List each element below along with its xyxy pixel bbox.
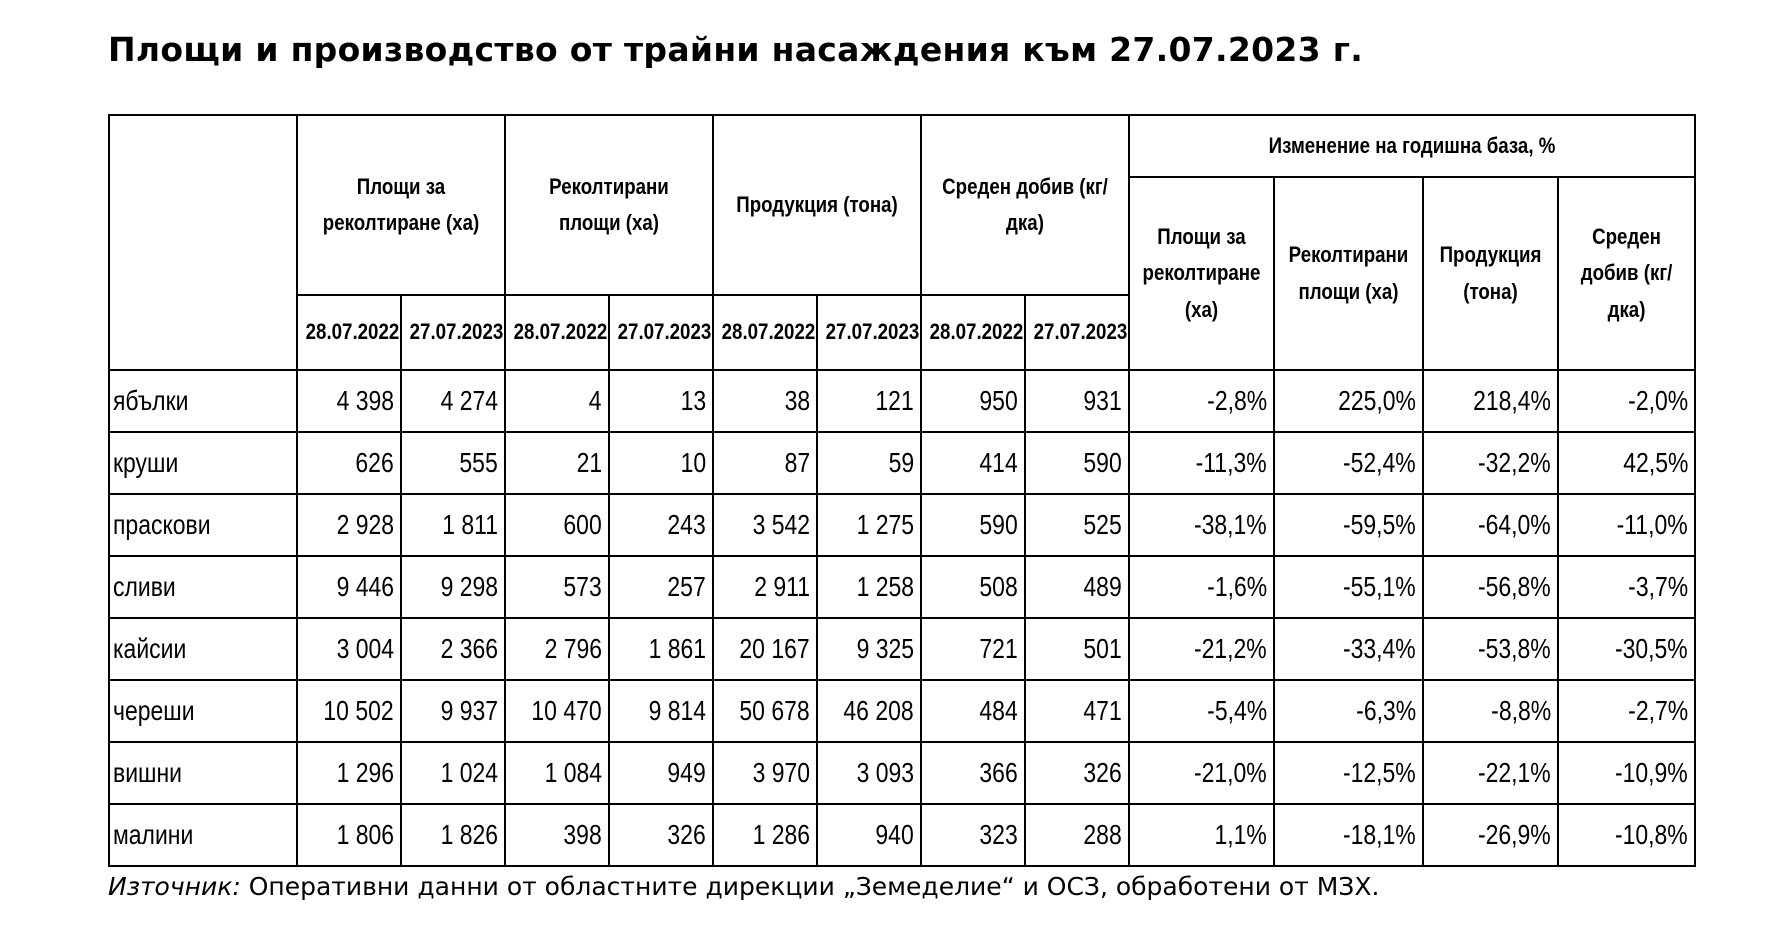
date-header-2023: 27.07.2023 bbox=[825, 295, 913, 370]
cell-value: -55,1% bbox=[1343, 571, 1417, 602]
date-header-2023: 27.07.2023 bbox=[617, 295, 705, 370]
value-cell bbox=[921, 432, 1025, 494]
cell-value: 414 bbox=[979, 447, 1019, 478]
cell-value: -5,4% bbox=[1207, 695, 1268, 726]
cell-value: -21,2% bbox=[1194, 633, 1268, 664]
value-cell bbox=[1423, 370, 1558, 432]
cell-value: 525 bbox=[1083, 509, 1123, 540]
cell-value: -10,9% bbox=[1615, 757, 1689, 788]
cell-value: -30,5% bbox=[1615, 633, 1689, 664]
cell-value: 13 bbox=[680, 385, 706, 416]
value-cell bbox=[1423, 432, 1558, 494]
cell-value: 1 806 bbox=[336, 819, 394, 850]
value-cell bbox=[401, 370, 505, 432]
cell-value: 590 bbox=[1083, 447, 1123, 478]
page-title: Площи и производство от трайни насаждения към 27.07.2023 г. bbox=[108, 30, 1364, 69]
table-row bbox=[109, 680, 1695, 742]
cell-value: 1,1% bbox=[1214, 819, 1268, 850]
value-cell bbox=[297, 432, 401, 494]
cell-value: -11,0% bbox=[1617, 509, 1689, 540]
crop-name: ябълки bbox=[113, 385, 189, 416]
cell-value: -18,1% bbox=[1343, 819, 1417, 850]
table-row bbox=[109, 370, 1695, 432]
cell-value: -6,3% bbox=[1356, 695, 1417, 726]
value-cell bbox=[1274, 742, 1423, 804]
cell-value: 1 258 bbox=[856, 571, 915, 602]
value-cell bbox=[1274, 494, 1423, 556]
value-cell bbox=[609, 804, 713, 866]
cell-value: 1 084 bbox=[544, 757, 602, 788]
value-cell bbox=[297, 370, 401, 432]
cell-value: -52,4% bbox=[1343, 447, 1417, 478]
cell-value: 9 937 bbox=[440, 695, 498, 726]
value-cell bbox=[1129, 556, 1274, 618]
table-row bbox=[109, 742, 1695, 804]
cell-value: 398 bbox=[563, 819, 602, 850]
crop-name-cell bbox=[109, 804, 297, 866]
cell-value: -1,6% bbox=[1207, 571, 1268, 602]
cell-value: 323 bbox=[979, 819, 1019, 850]
cell-value: 50 678 bbox=[739, 695, 810, 726]
cell-value: 326 bbox=[1083, 757, 1123, 788]
cell-value: 2 796 bbox=[544, 633, 602, 664]
cell-value: 21 bbox=[576, 447, 602, 478]
crop-name: круши bbox=[113, 447, 179, 478]
value-cell bbox=[505, 742, 609, 804]
value-cell bbox=[1129, 680, 1274, 742]
value-cell bbox=[401, 680, 505, 742]
cell-value: 9 814 bbox=[648, 695, 706, 726]
cell-value: -53,8% bbox=[1478, 633, 1552, 664]
cell-value: 225,0% bbox=[1338, 385, 1417, 416]
cell-value: 3 093 bbox=[856, 757, 915, 788]
table-body bbox=[109, 370, 1695, 866]
value-cell bbox=[921, 370, 1025, 432]
cell-value: -2,8% bbox=[1207, 385, 1268, 416]
value-cell bbox=[505, 680, 609, 742]
table-row bbox=[109, 494, 1695, 556]
cell-value: 288 bbox=[1083, 819, 1123, 850]
value-cell bbox=[817, 370, 921, 432]
value-cell bbox=[1558, 432, 1695, 494]
value-cell bbox=[713, 742, 817, 804]
value-cell bbox=[297, 556, 401, 618]
date-header-2023: 27.07.2023 bbox=[409, 295, 497, 370]
cell-value: -64,0% bbox=[1478, 509, 1552, 540]
value-cell bbox=[1025, 804, 1129, 866]
value-cell bbox=[1558, 370, 1695, 432]
cell-value: 931 bbox=[1083, 385, 1123, 416]
crop-name: сливи bbox=[113, 571, 176, 602]
source-note bbox=[108, 872, 1379, 901]
value-cell bbox=[609, 370, 713, 432]
value-cell bbox=[297, 680, 401, 742]
value-cell bbox=[1129, 804, 1274, 866]
table-row bbox=[109, 556, 1695, 618]
value-cell bbox=[1423, 804, 1558, 866]
value-cell bbox=[1274, 370, 1423, 432]
value-cell bbox=[1274, 680, 1423, 742]
cell-value: 46 208 bbox=[843, 695, 915, 726]
value-cell bbox=[1274, 804, 1423, 866]
source-text: Оперативни данни от областните дирекции „Земеделие“ и ОСЗ, обработени от МЗХ. bbox=[240, 872, 1380, 901]
cell-value: 1 275 bbox=[856, 509, 915, 540]
value-cell bbox=[713, 556, 817, 618]
cell-value: 1 286 bbox=[752, 819, 810, 850]
cell-value: -32,2% bbox=[1478, 447, 1552, 478]
source-label: Източник: bbox=[108, 872, 241, 901]
cell-value: 121 bbox=[875, 385, 915, 416]
value-cell bbox=[1129, 432, 1274, 494]
value-cell bbox=[401, 556, 505, 618]
crop-name: праскови bbox=[113, 509, 211, 540]
value-cell bbox=[817, 680, 921, 742]
cell-value: 9 325 bbox=[856, 633, 915, 664]
cell-value: 1 861 bbox=[648, 633, 706, 664]
cell-value: 87 bbox=[784, 447, 810, 478]
value-cell bbox=[505, 556, 609, 618]
cell-value: 9 298 bbox=[440, 571, 498, 602]
value-cell bbox=[713, 680, 817, 742]
cell-value: 501 bbox=[1083, 633, 1123, 664]
cell-value: 2 911 bbox=[754, 571, 810, 602]
cell-value: 10 502 bbox=[323, 695, 394, 726]
date-header-2022: 28.07.2022 bbox=[513, 295, 601, 370]
cell-value: -22,1% bbox=[1478, 757, 1552, 788]
value-cell bbox=[401, 494, 505, 556]
value-cell bbox=[1129, 494, 1274, 556]
table-row bbox=[109, 804, 1695, 866]
value-cell bbox=[1129, 742, 1274, 804]
cell-value: 555 bbox=[459, 447, 498, 478]
value-cell bbox=[297, 742, 401, 804]
cell-value: 940 bbox=[875, 819, 915, 850]
value-cell bbox=[817, 432, 921, 494]
cell-value: 484 bbox=[979, 695, 1019, 726]
cell-value: 4 274 bbox=[440, 385, 498, 416]
cell-value: -56,8% bbox=[1478, 571, 1552, 602]
value-cell bbox=[609, 680, 713, 742]
cell-value: -2,7% bbox=[1628, 695, 1689, 726]
cell-value: 3 970 bbox=[752, 757, 810, 788]
header-change-harvested-area: Реколтирани площи (ха) bbox=[1285, 177, 1412, 370]
value-cell bbox=[921, 742, 1025, 804]
crop-name: малини bbox=[113, 819, 194, 850]
value-cell bbox=[1025, 556, 1129, 618]
cell-value: 4 398 bbox=[336, 385, 394, 416]
value-cell bbox=[1129, 370, 1274, 432]
cell-value: 489 bbox=[1083, 571, 1123, 602]
value-cell bbox=[713, 804, 817, 866]
cell-value: 366 bbox=[979, 757, 1019, 788]
date-header-2022: 28.07.2022 bbox=[721, 295, 809, 370]
crop-name-cell bbox=[109, 680, 297, 742]
value-cell bbox=[609, 432, 713, 494]
cell-value: 626 bbox=[355, 447, 394, 478]
date-header-2022: 28.07.2022 bbox=[305, 295, 393, 370]
value-cell bbox=[1558, 804, 1695, 866]
cell-value: 20 167 bbox=[739, 633, 810, 664]
value-cell bbox=[1558, 680, 1695, 742]
value-cell bbox=[1025, 680, 1129, 742]
value-cell bbox=[505, 618, 609, 680]
cell-value: 1 296 bbox=[336, 757, 394, 788]
date-header-2022: 28.07.2022 bbox=[929, 295, 1017, 370]
crop-name-cell bbox=[109, 432, 297, 494]
cell-value: 950 bbox=[979, 385, 1019, 416]
value-cell bbox=[609, 618, 713, 680]
cell-value: 257 bbox=[667, 571, 706, 602]
crop-name: кайсии bbox=[113, 633, 187, 664]
cell-value: 9 446 bbox=[336, 571, 394, 602]
cell-value: 1 826 bbox=[440, 819, 498, 850]
value-cell bbox=[1423, 494, 1558, 556]
value-cell bbox=[817, 804, 921, 866]
cell-value: 326 bbox=[667, 819, 706, 850]
header-avg-yield: Среден добив (кг/дка) bbox=[937, 115, 1114, 295]
value-cell bbox=[1558, 494, 1695, 556]
value-cell bbox=[1025, 370, 1129, 432]
value-cell bbox=[713, 370, 817, 432]
value-cell bbox=[1274, 618, 1423, 680]
value-cell bbox=[505, 370, 609, 432]
value-cell bbox=[401, 618, 505, 680]
cell-value: -3,7% bbox=[1628, 571, 1689, 602]
cell-value: 218,4% bbox=[1473, 385, 1552, 416]
crop-name-cell bbox=[109, 556, 297, 618]
cell-value: 508 bbox=[979, 571, 1019, 602]
value-cell bbox=[1423, 680, 1558, 742]
value-cell bbox=[1558, 556, 1695, 618]
value-cell bbox=[1274, 556, 1423, 618]
table-row bbox=[109, 432, 1695, 494]
value-cell bbox=[1129, 618, 1274, 680]
data-table bbox=[108, 114, 1696, 867]
cell-value: 10 bbox=[680, 447, 706, 478]
header-crop-blank bbox=[123, 115, 283, 370]
header-change-production: Продукция (тона) bbox=[1433, 177, 1548, 370]
crop-name-cell bbox=[109, 618, 297, 680]
value-cell bbox=[505, 804, 609, 866]
cell-value: -21,0% bbox=[1194, 757, 1268, 788]
header-annual-change: Изменение на годишна база, % bbox=[1171, 115, 1652, 177]
cell-value: 721 bbox=[979, 633, 1019, 664]
value-cell bbox=[921, 618, 1025, 680]
value-cell bbox=[713, 494, 817, 556]
cell-value: 10 470 bbox=[531, 695, 602, 726]
value-cell bbox=[297, 494, 401, 556]
value-cell bbox=[609, 742, 713, 804]
crop-name: череши bbox=[113, 695, 195, 726]
value-cell bbox=[401, 804, 505, 866]
cell-value: -8,8% bbox=[1491, 695, 1552, 726]
cell-value: 42,5% bbox=[1622, 447, 1689, 478]
value-cell bbox=[1025, 432, 1129, 494]
cell-value: 59 bbox=[888, 447, 915, 478]
header-harvest-area: Площи за реколтиране (ха) bbox=[313, 115, 490, 295]
cell-value: 1 811 bbox=[442, 509, 498, 540]
cell-value: -11,3% bbox=[1195, 447, 1268, 478]
value-cell bbox=[505, 494, 609, 556]
crop-name-cell bbox=[109, 370, 297, 432]
table-row bbox=[109, 618, 1695, 680]
crop-name: вишни bbox=[113, 757, 182, 788]
value-cell bbox=[817, 494, 921, 556]
cell-value: -26,9% bbox=[1478, 819, 1552, 850]
cell-value: -10,8% bbox=[1615, 819, 1689, 850]
cell-value: -38,1% bbox=[1194, 509, 1268, 540]
date-header-2023: 27.07.2023 bbox=[1033, 295, 1121, 370]
value-cell bbox=[297, 804, 401, 866]
value-cell bbox=[921, 494, 1025, 556]
value-cell bbox=[1025, 742, 1129, 804]
value-cell bbox=[1558, 742, 1695, 804]
value-cell bbox=[609, 556, 713, 618]
cell-value: 2 366 bbox=[440, 633, 498, 664]
value-cell bbox=[297, 618, 401, 680]
cell-value: 949 bbox=[667, 757, 706, 788]
value-cell bbox=[713, 618, 817, 680]
cell-value: -2,0% bbox=[1628, 385, 1689, 416]
value-cell bbox=[505, 432, 609, 494]
header-harvested-area: Реколтирани площи (ха) bbox=[521, 115, 698, 295]
cell-value: 2 928 bbox=[336, 509, 394, 540]
cell-value: 471 bbox=[1083, 695, 1123, 726]
cell-value: 4 bbox=[589, 385, 602, 416]
value-cell bbox=[1274, 432, 1423, 494]
value-cell bbox=[1025, 494, 1129, 556]
cell-value: 1 024 bbox=[440, 757, 498, 788]
cell-value: -33,4% bbox=[1343, 633, 1417, 664]
value-cell bbox=[921, 556, 1025, 618]
value-cell bbox=[609, 494, 713, 556]
value-cell bbox=[921, 804, 1025, 866]
header-change-harvest-area: Площи за реколтиране (ха) bbox=[1140, 177, 1263, 370]
value-cell bbox=[1558, 618, 1695, 680]
value-cell bbox=[1423, 556, 1558, 618]
value-cell bbox=[921, 680, 1025, 742]
cell-value: 3 004 bbox=[336, 633, 394, 664]
value-cell bbox=[713, 432, 817, 494]
crop-name-cell bbox=[109, 494, 297, 556]
cell-value: 3 542 bbox=[752, 509, 810, 540]
crop-name-cell bbox=[109, 742, 297, 804]
value-cell bbox=[1423, 618, 1558, 680]
value-cell bbox=[817, 556, 921, 618]
header-production: Продукция (тона) bbox=[729, 115, 906, 295]
cell-value: -12,5% bbox=[1343, 757, 1417, 788]
cell-value: 38 bbox=[784, 385, 810, 416]
cell-value: 600 bbox=[563, 509, 602, 540]
value-cell bbox=[1025, 618, 1129, 680]
value-cell bbox=[817, 618, 921, 680]
value-cell bbox=[401, 432, 505, 494]
cell-value: 243 bbox=[667, 509, 706, 540]
cell-value: -59,5% bbox=[1343, 509, 1417, 540]
value-cell bbox=[817, 742, 921, 804]
cell-value: 573 bbox=[563, 571, 602, 602]
cell-value: 590 bbox=[979, 509, 1019, 540]
value-cell bbox=[401, 742, 505, 804]
value-cell bbox=[1423, 742, 1558, 804]
header-change-avg-yield: Среден добив (кг/дка) bbox=[1568, 177, 1684, 370]
